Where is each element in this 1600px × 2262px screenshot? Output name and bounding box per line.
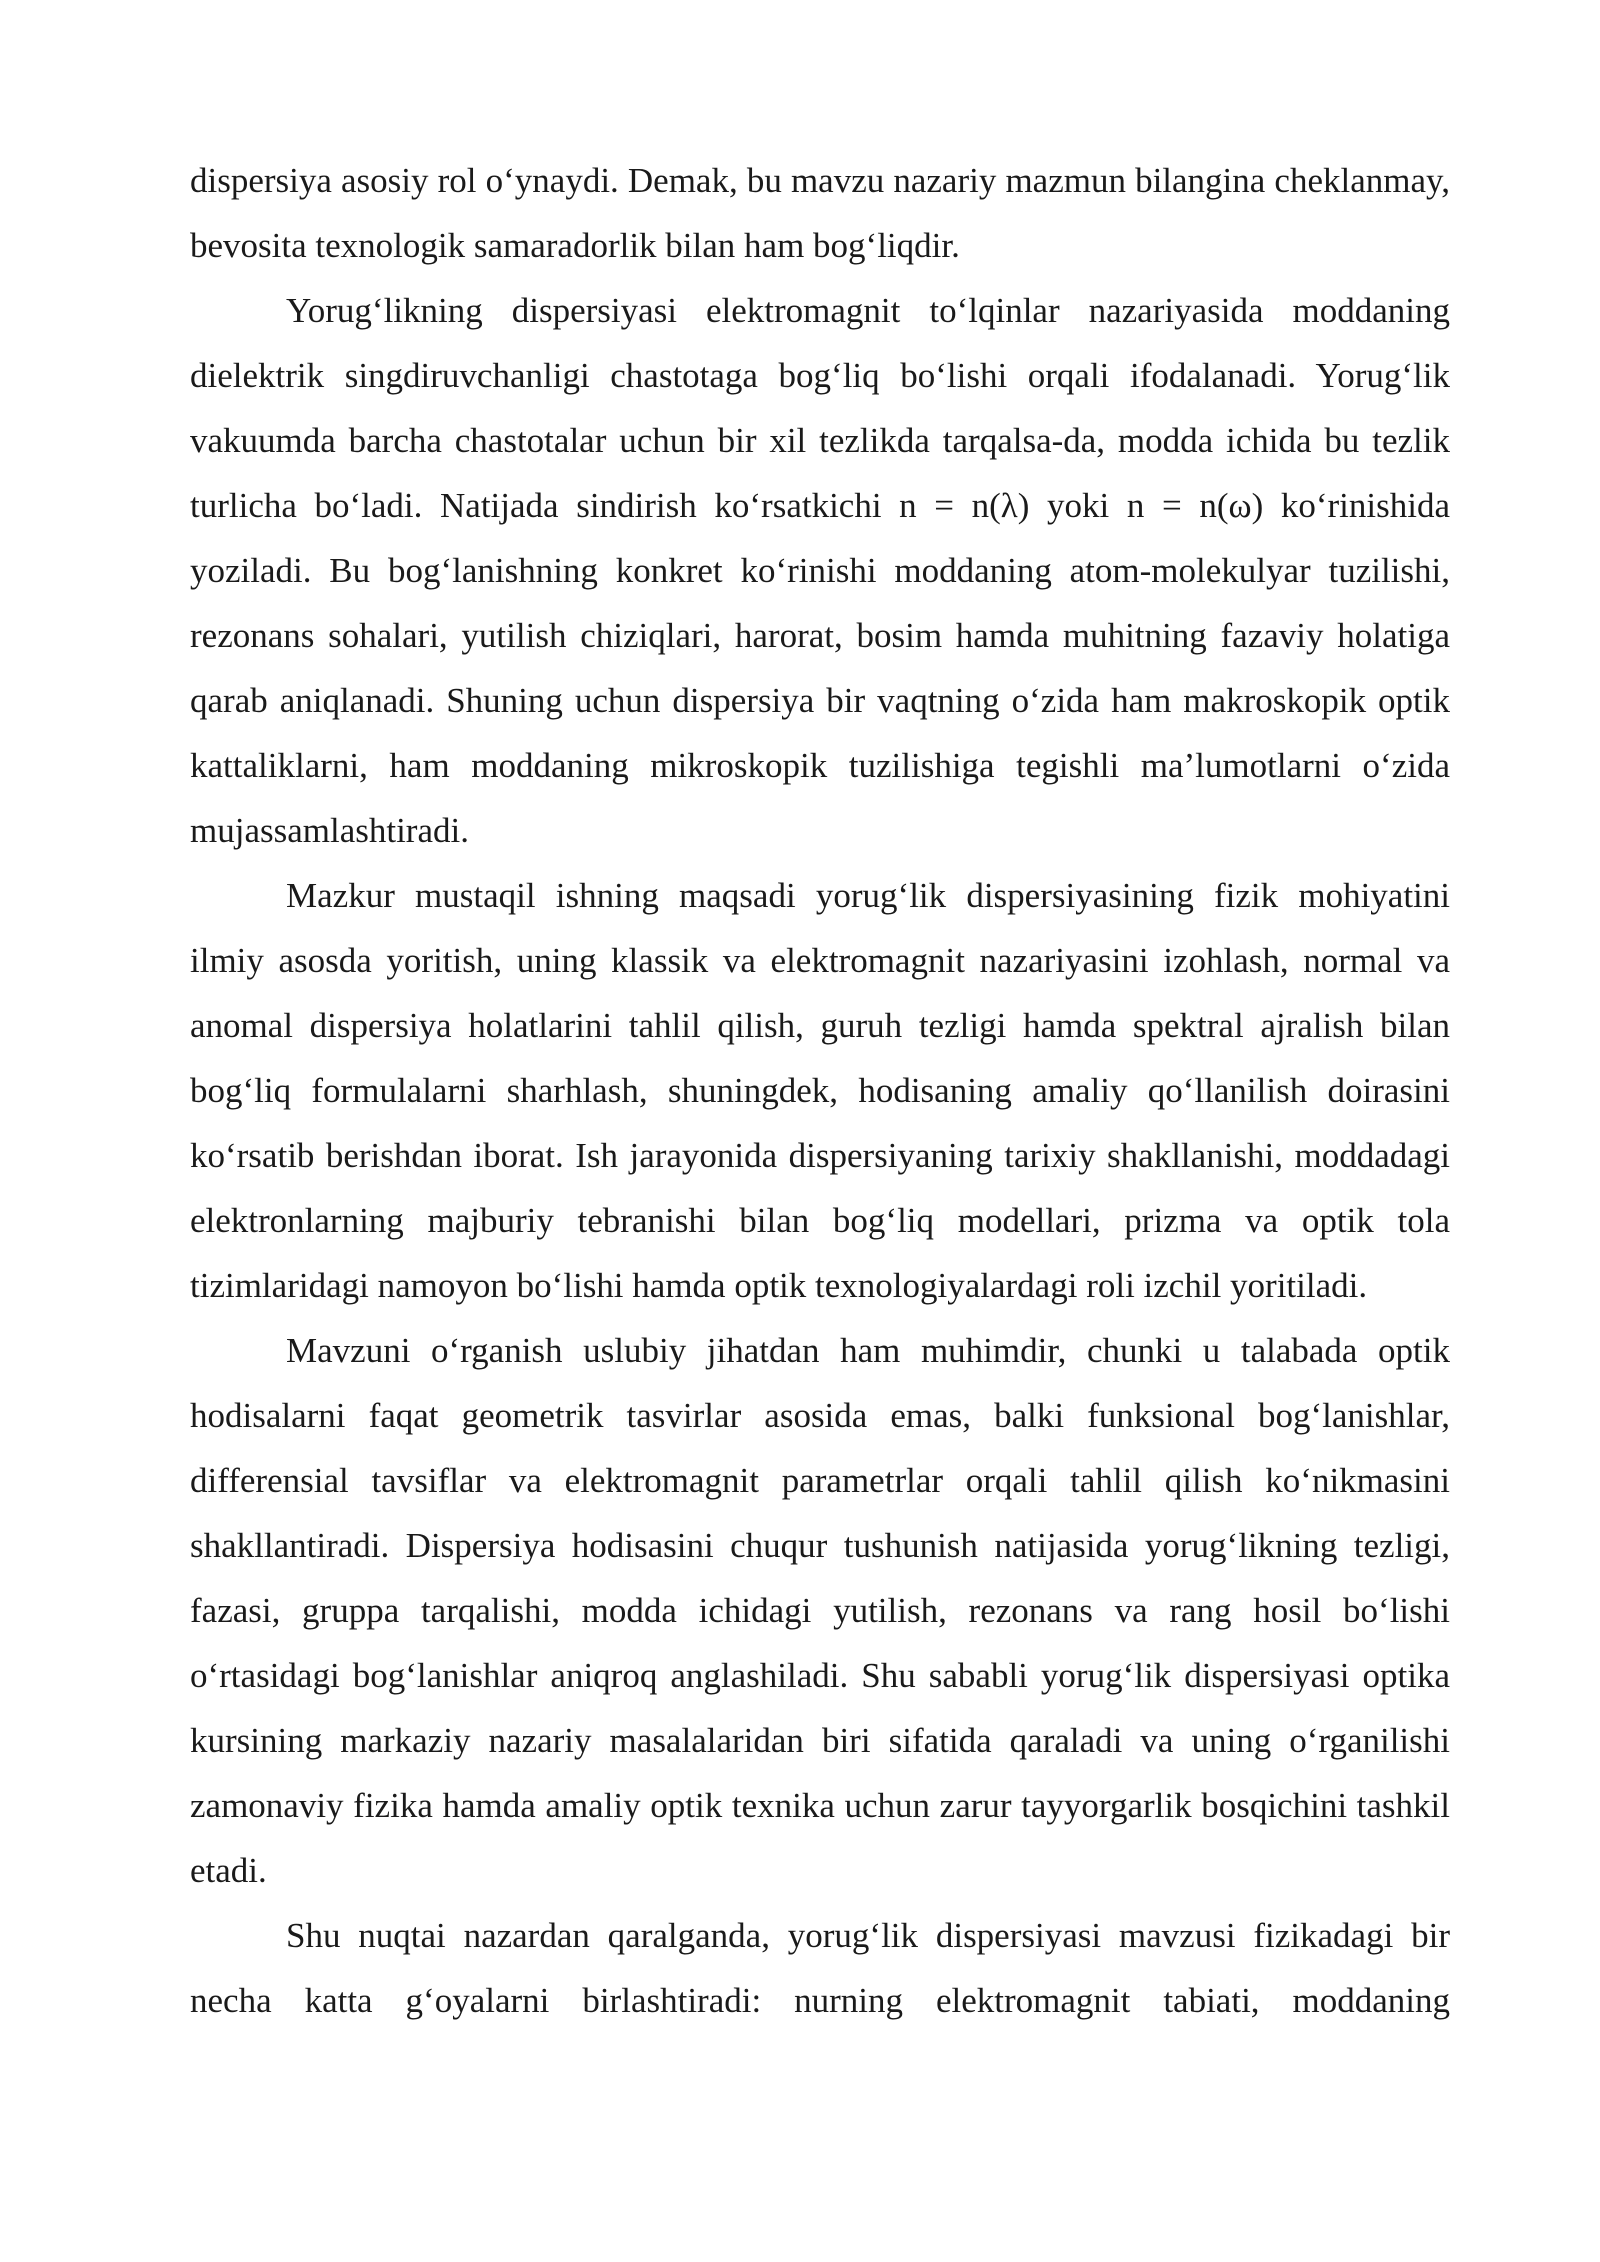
paragraph-3: Mazkur mustaqil ishning maqsadi yorug‘lik dispersiyasining fizik mohiyatini ilmiy asosda yoritish, uning klassik va elektromagnit nazariyasini izohlash, normal va anomal dispersiya holatlarini tahlil qilish, guruh tezligi hamda spektral ajralish bilan bog‘liq formulalarni sharhlash, shuningdek, hodisaning amaliy qo‘llanilish doirasini ko‘rsatib berishdan iborat. Ish jarayonida dispersiyaning tarixiy shakllanishi, moddadagi elektronlarning majburiy tebranishi bilan bog‘liq modellari, prizma va optik tola tizimlaridagi namoyon bo‘lishi hamda optik texnologiyalardagi roli izchil yoritiladi.: [190, 876, 1450, 1305]
paragraph-5: Shu nuqtai nazardan qaralganda, yorug‘lik dispersiyasi mavzusi fizikadagi bir necha katta g‘oyalarni birlashtiradi: nurning elektromagnit tabiati, moddaning: [190, 1916, 1450, 2020]
paragraph-1: dispersiya asosiy rol o‘ynaydi. Demak, bu mavzu nazariy mazmun bilangina cheklanmay, bevosita texnologik samaradorlik bilan ham bog‘liqdir.: [190, 161, 1450, 265]
paragraph-4: Mavzuni o‘rganish uslubiy jihatdan ham muhimdir, chunki u talabada optik hodisalarni faqat geometrik tasvirlar asosida emas, balki funksional bog‘lanishlar, differensial tavsiflar va elektromagnit parametrlar orqali tahlil qilish ko‘nikmasini shakllantiradi. Dispersiya hodisasini chuqur tushunish natijasida yorug‘likning tezligi, fazasi, gruppa tarqalishi, modda ichidagi yutilish, rezonans va rang hosil bo‘lishi o‘rtasidagi bog‘lanishlar aniqroq anglashiladi. Shu sababli yorug‘lik dispersiyasi optika kursining markaziy nazariy masalalaridan biri sifatida qaraladi va uning o‘rganilishi zamonaviy fizika hamda amaliy optik texnika uchun zarur tayyorgarlik bosqichini tashkil etadi.: [190, 1331, 1450, 1890]
paragraph-2: Yorug‘likning dispersiyasi elektromagnit to‘lqinlar nazariyasida moddaning dielektrik singdiruvchanligi chastotaga bog‘liq bo‘lishi orqali ifodalanadi. Yorug‘lik vakuumda barcha chastotalar uchun bir xil tezlikda tarqalsa-da, modda ichida bu tezlik turlicha bo‘ladi. Natijada sindirish ko‘rsatkichi n = n(λ) yoki n = n(ω) ko‘rinishida yoziladi. Bu bog‘lanishning konkret ko‘rinishi moddaning atom-molekulyar tuzilishi, rezonans sohalari, yutilish chiziqlari, harorat, bosim hamda muhitning fazaviy holatiga qarab aniqlanadi. Shuning uchun dispersiya bir vaqtning o‘zida ham makroskopik optik kattaliklarni, ham moddaning mikroskopik tuzilishiga tegishli ma’lumotlarni o‘zida mujassamlashtiradi.: [190, 291, 1450, 850]
document-body: [190, 148, 1450, 2033]
